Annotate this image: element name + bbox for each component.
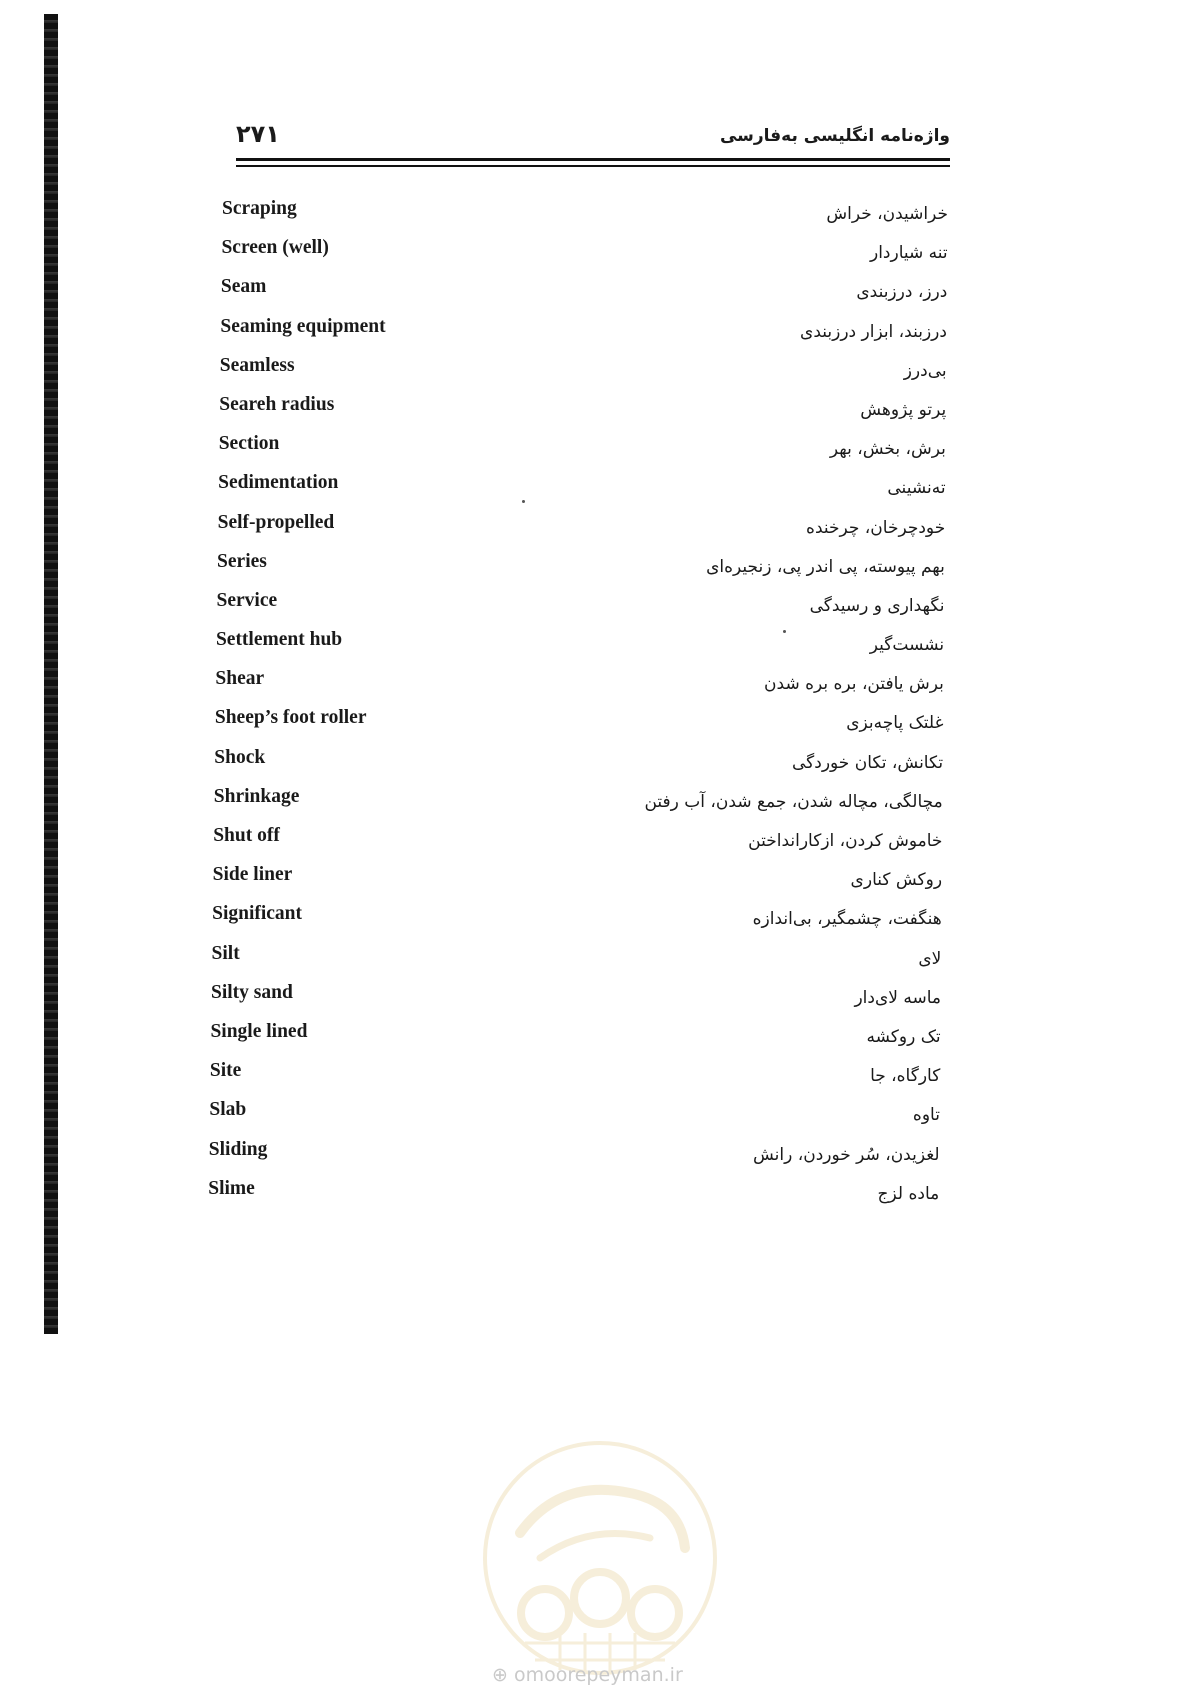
persian-translation: غلتک پاچه‌بزی — [846, 713, 944, 734]
glossary-entry — [0, 433, 1191, 472]
persian-translation: نگهداری و رسیدگی — [809, 595, 945, 616]
english-term: Seam — [220, 276, 267, 298]
persian-translation: برش یافتن، بره بره شدن — [764, 674, 944, 695]
globe-icon: ⊕ — [492, 1664, 508, 1686]
print-speck — [522, 500, 525, 503]
glossary-entry — [0, 355, 1191, 394]
english-term: Sliding — [208, 1138, 268, 1160]
persian-translation: بهم پیوسته، پی اندر پی، زنجیره‌ای — [706, 556, 945, 577]
header-rule-thin — [236, 165, 950, 167]
persian-translation: تک روکشه — [866, 1026, 941, 1047]
glossary-entry — [0, 198, 1191, 237]
glossary-entry — [0, 1021, 1191, 1060]
glossary-entry — [0, 982, 1191, 1021]
english-term: Self-propelled — [217, 511, 335, 533]
english-term: Significant — [212, 903, 303, 925]
english-term: Silty sand — [211, 981, 293, 1003]
english-term: Silt — [211, 942, 240, 964]
glossary-entry — [0, 512, 1191, 551]
glossary-entry — [0, 394, 1191, 433]
english-term: Seamless — [219, 354, 295, 376]
glossary-entry — [0, 551, 1191, 590]
persian-translation: خاموش کردن، ازکارانداختن — [748, 831, 943, 851]
glossary-entry — [0, 943, 1191, 982]
persian-translation: تنه شیاردار — [870, 243, 948, 264]
persian-translation: لغزیدن، سُر خوردن، رانش — [753, 1144, 940, 1165]
english-term: Series — [217, 550, 267, 572]
english-term: Seaming equipment — [220, 315, 386, 337]
glossary-entry — [0, 1139, 1191, 1178]
english-term: Section — [218, 433, 280, 455]
persian-translation: درزبند، ابزار درزبندی — [800, 321, 947, 342]
glossary-entry — [0, 316, 1191, 355]
print-speck — [783, 630, 786, 633]
glossary-entry — [0, 668, 1191, 707]
english-term: Service — [216, 589, 278, 611]
glossary-entry — [0, 1060, 1191, 1099]
persian-translation: روکش کناری — [850, 870, 943, 891]
glossary-entry — [0, 747, 1191, 786]
english-term: Slab — [209, 1099, 247, 1121]
english-term: Shut off — [213, 825, 280, 846]
glossary-entry — [0, 786, 1191, 825]
persian-translation: تکانش، تکان خوردگی — [791, 752, 944, 773]
persian-translation: برش، بخش، بهر — [829, 439, 946, 460]
english-term: Scraping — [222, 198, 297, 219]
header-rule-thick — [236, 158, 950, 161]
glossary-entry — [0, 903, 1191, 942]
glossary-entry — [0, 276, 1191, 315]
watermark-logo — [480, 1438, 720, 1678]
glossary-entry — [0, 1178, 1191, 1217]
persian-translation: هنگفت، چشمگیر، بی‌اندازه — [752, 909, 942, 930]
persian-translation: درز، درزبندی — [856, 282, 948, 303]
english-term: Seareh radius — [219, 393, 335, 415]
english-term: Site — [209, 1060, 242, 1082]
persian-translation: ماده لزج — [877, 1183, 940, 1204]
page-number: ۲۷۱ — [236, 120, 280, 148]
english-term: Sedimentation — [218, 472, 339, 494]
persian-translation: مچالگی، مچاله شدن، جمع شدن، آب رفتن — [644, 791, 943, 812]
glossary-entry — [0, 629, 1191, 668]
glossary-list — [0, 198, 1191, 1217]
running-title: واژه‌نامه انگلیسی به‌فارسی — [719, 126, 950, 146]
persian-translation: لای — [918, 948, 942, 969]
glossary-entry — [0, 472, 1191, 511]
persian-translation: ته‌نشینی — [887, 478, 946, 499]
persian-translation: بی‌درز — [903, 360, 947, 381]
persian-translation: خراشیدن، خراش — [826, 204, 948, 224]
persian-translation: پرتو پژوهش — [860, 399, 947, 420]
english-term: Shock — [214, 746, 266, 768]
watermark-url-text: omoorepeyman.ir — [513, 1664, 683, 1686]
english-term: Slime — [208, 1177, 255, 1199]
glossary-entry — [0, 237, 1191, 276]
glossary-entry — [0, 864, 1191, 903]
persian-translation: ماسه لای‌دار — [854, 987, 941, 1008]
english-term: Shear — [215, 668, 265, 690]
watermark-url — [492, 1664, 683, 1686]
persian-translation: کارگاه، جا — [870, 1066, 941, 1087]
glossary-entry — [0, 707, 1191, 746]
english-term: Shrinkage — [213, 785, 300, 807]
english-term: Settlement hub — [215, 629, 343, 651]
english-term: Sheep’s foot roller — [214, 707, 367, 729]
persian-translation: نشست‌گیر — [869, 635, 945, 656]
page-header — [236, 120, 950, 170]
persian-translation: تاوه — [912, 1105, 940, 1126]
persian-translation: خودچرخان، چرخنده — [806, 517, 946, 538]
english-term: Single lined — [210, 1020, 308, 1042]
glossary-entry — [0, 825, 1191, 864]
glossary-entry — [0, 1099, 1191, 1138]
english-term: Side liner — [212, 864, 293, 886]
glossary-entry — [0, 590, 1191, 629]
english-term: Screen (well) — [221, 237, 329, 259]
